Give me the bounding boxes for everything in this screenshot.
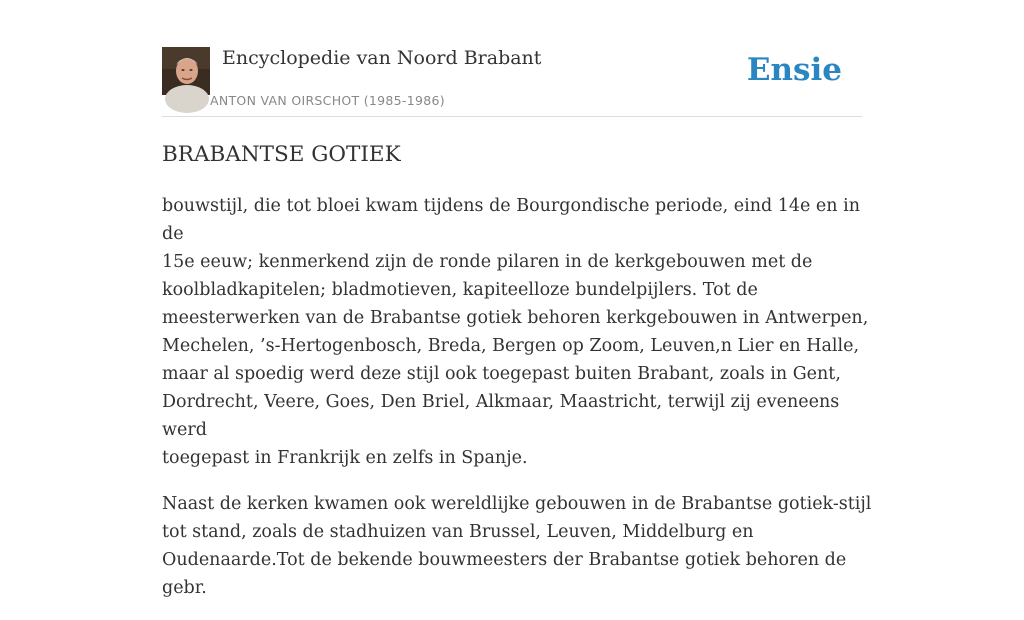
article-headword: BRABANTSE GOTIEK bbox=[162, 142, 401, 167]
article-paragraph: bouwstijl, die tot bloei kwam tijdens de Bourgondische periode, eind 14e en in de 15e eeuw; kenmerkend zijn de ronde pilaren in de kerkgebouwen met de koolbladkapitelen; bladmotieven, kapiteelloze bundelpijlers. Tot de meesterwerken van de Brabantse gotiek behoren kerkgebouwen in Antwerpen, Mechelen, ’s-Hertogenbosch, Breda, Bergen op Zoom, Leuven,n Lier en Halle, maar al spoedig werd deze stijl ook toegepast buiten Brabant, zoals in Gent, Dordrecht, Veere, Goes, Den Briel, Alkmaar, Maastricht, terwijl zij eveneens werd toegepast in Frankrijk en zelfs in Spanje. bbox=[162, 196, 869, 468]
article-header bbox=[162, 46, 862, 117]
ensie-logo[interactable]: Ensie bbox=[746, 52, 842, 88]
source-title[interactable]: Encyclopedie van Noord Brabant bbox=[222, 47, 542, 69]
author-avatar[interactable] bbox=[162, 47, 210, 95]
article-body bbox=[162, 192, 872, 620]
author-portrait-icon bbox=[162, 47, 210, 95]
author-name[interactable]: ANTON VAN OIRSCHOT (1985-1986) bbox=[210, 93, 445, 108]
article-paragraph: Naast de kerken kwamen ook wereldlijke gebouwen in de Brabantse gotiek-stijl tot stand, zoals de stadhuizen van Brussel, Leuven, Middelburg en Oudenaarde.Tot de bekende bouwmeesters der Brabantse gotiek behoren de gebr. bbox=[162, 494, 872, 598]
